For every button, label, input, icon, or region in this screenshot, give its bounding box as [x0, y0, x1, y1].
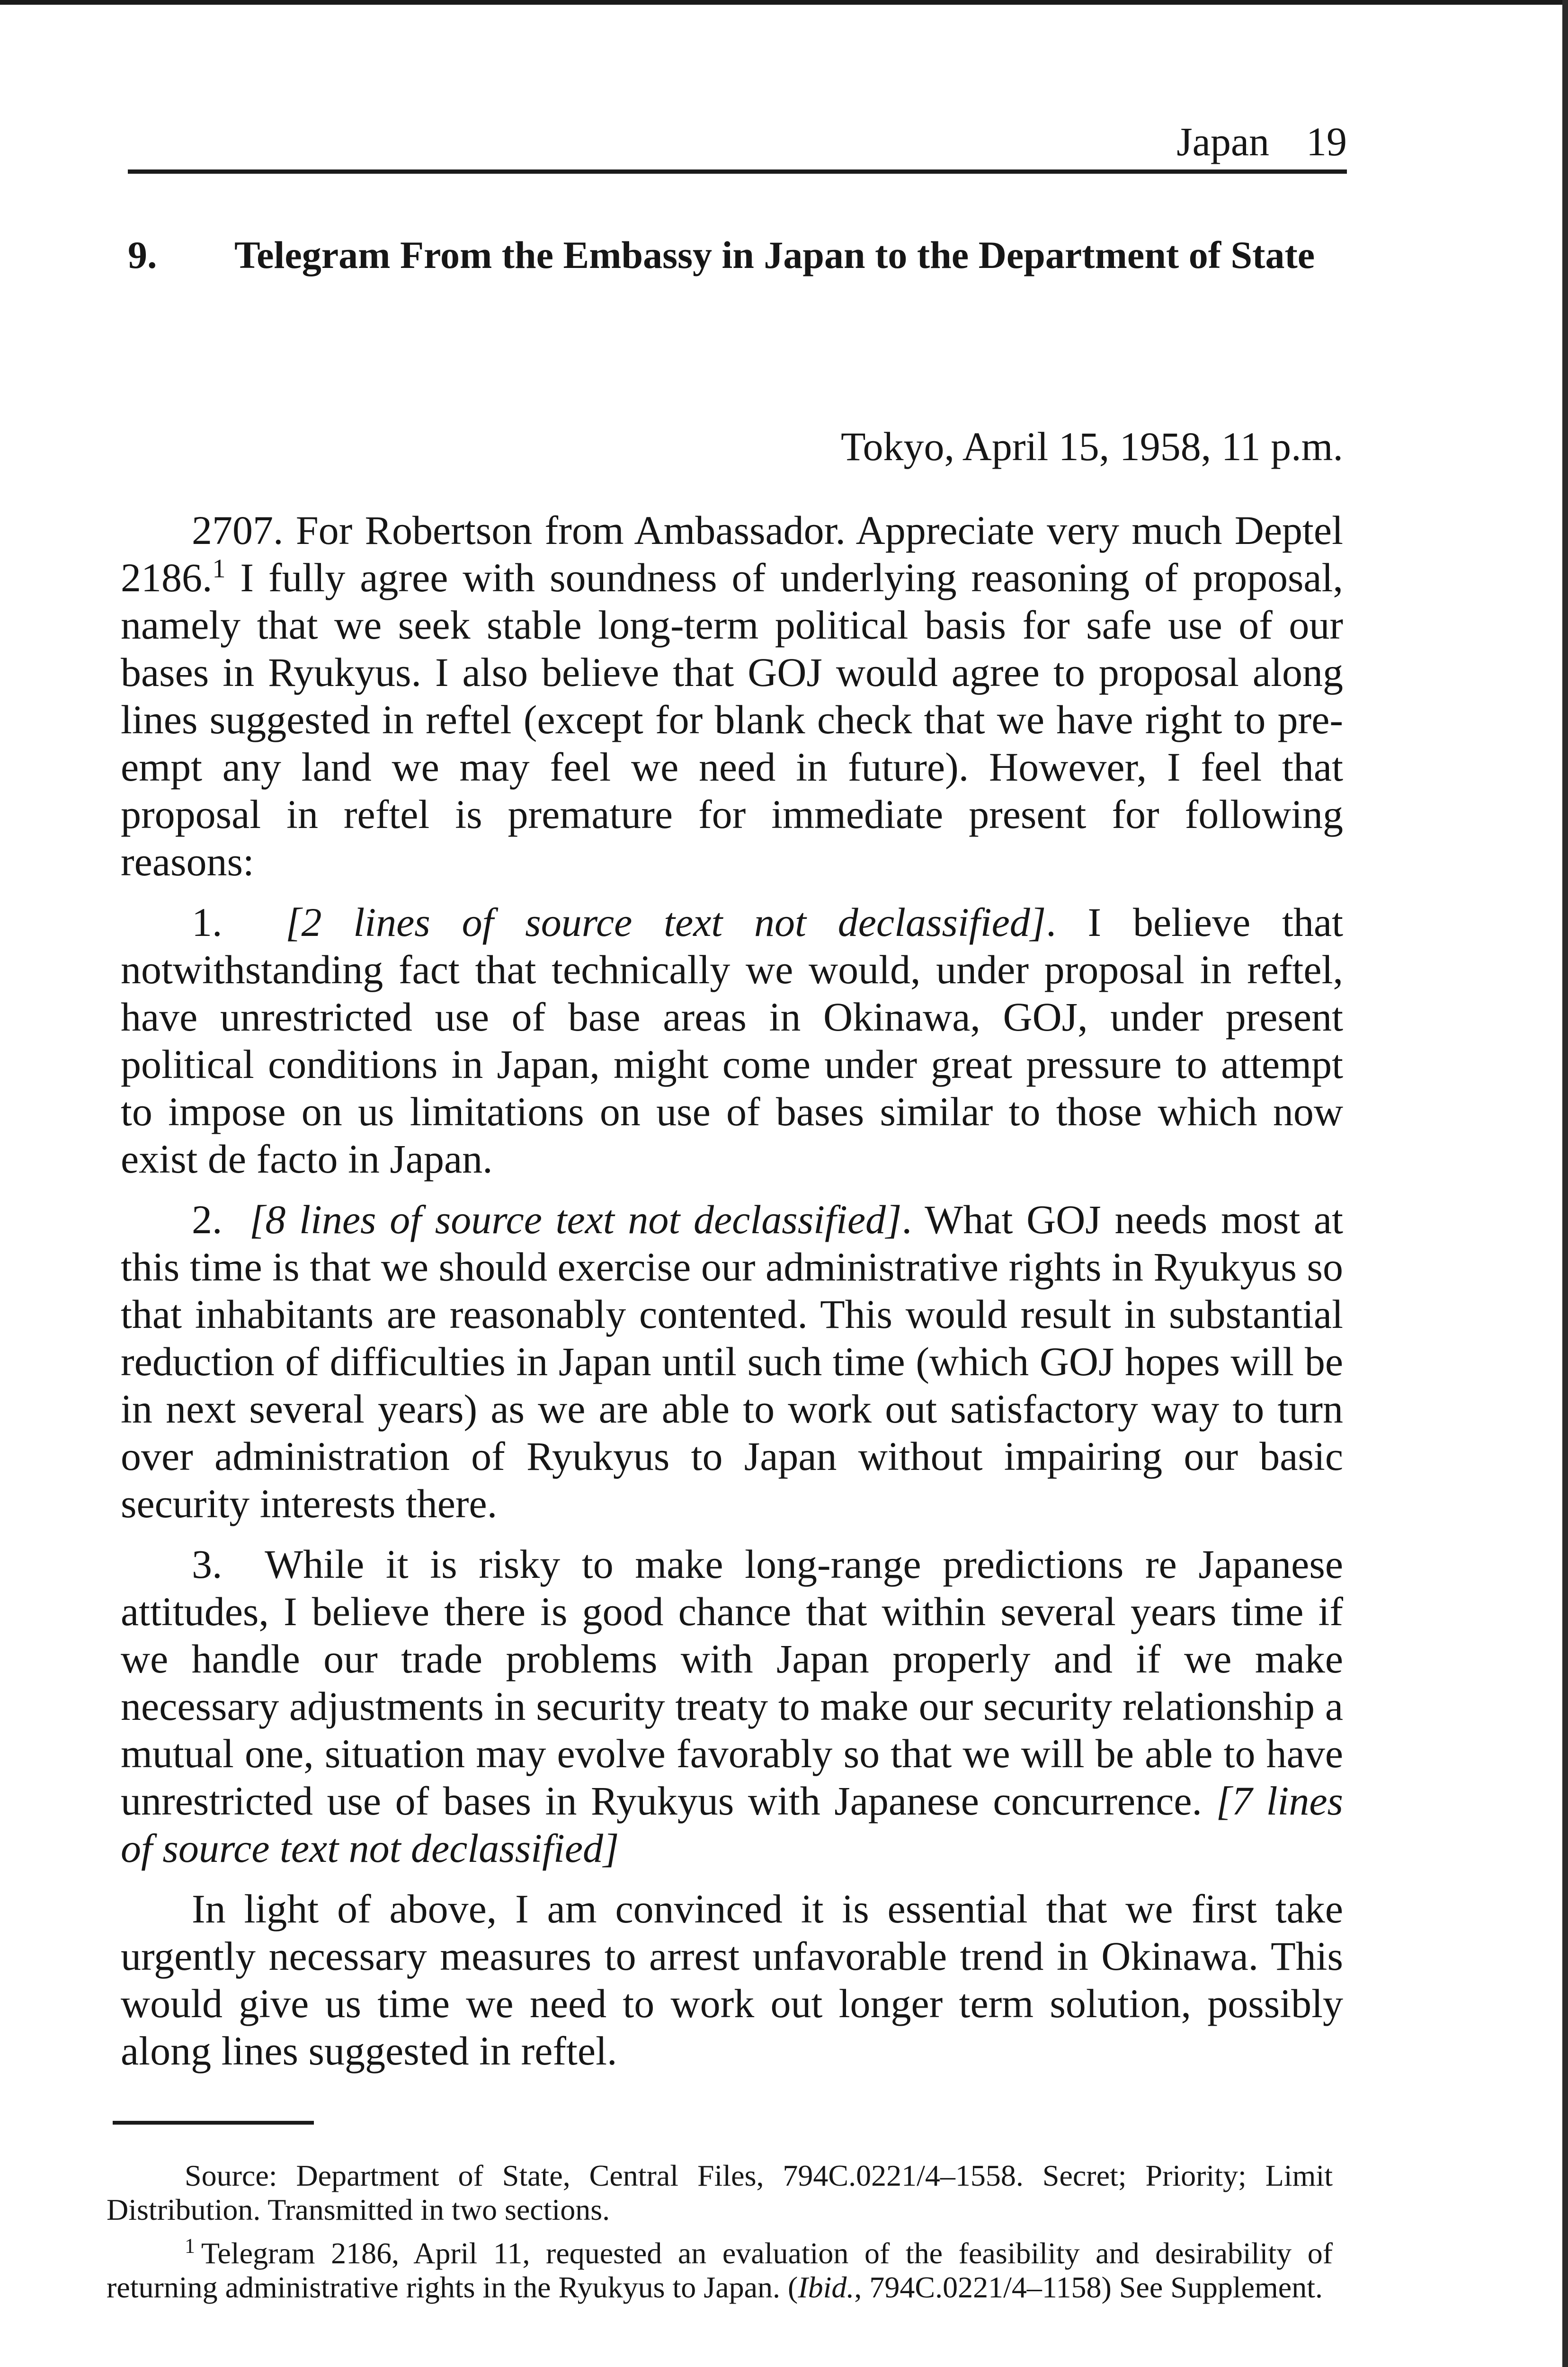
- document-heading: [128, 234, 1349, 276]
- scan-top-edge: [0, 0, 1568, 5]
- telegram-body: [121, 507, 1343, 2088]
- source-note: Source: Department of State, Central Files, 794C.0221/4–1558. Secret; Priority; Limit Distribution. Transmitted in two sections.: [107, 2159, 1333, 2226]
- footnotes: [107, 2159, 1333, 2314]
- paragraph-intro-text-cont: I fully agree with soundness of underlying reasoning of proposal, namely that we seek stable long-term political basis for safe use of our bases in Ryukyus. I also believe that GOJ would agree to proposal along lines suggested in reftel (except for blank check that we have right to pre-empt any land we may feel we need in future). However, I feel that proposal in reftel is premature for immediate present for following reasons:: [121, 555, 1343, 884]
- reason-2-text: . What GOJ needs most at this time is that we should exercise our administrative rights in Ryukyus so that inhabitants are reasonably contented. This would result in substantial reduction of difficulties in Japan until such time (which GOJ hopes will be in next several years) as we are able to work out satisfactory way to turn over administration of Ryukyus to Japan without impairing our basic security interests there.: [121, 1197, 1343, 1526]
- running-head: [128, 116, 1347, 174]
- footnote-rule: [113, 2121, 314, 2125]
- document-title: Telegram From the Embassy in Japan to the Department of State: [234, 233, 1315, 276]
- footnote-1-text-end: , 794C.0221/4–1158) See Supplement.: [854, 2270, 1323, 2304]
- redaction-note-3: [7 lines of source text not declassified]: [121, 1778, 1344, 1871]
- reason-1-number: 1.: [192, 899, 223, 945]
- reason-3-text: While it is risky to make long-range predictions re Japanese attitudes, I believe there is good chance that within several years time if we handle our trade problems with Japan properly and if we make necessary adjustments in security treaty to make our security relationship a mutual one, situation may evolve favorably so that we will be able to have unrestricted use of bases in Ryukyus with Japanese concurrence.: [121, 1541, 1343, 1824]
- reason-3-number: 3.: [192, 1541, 223, 1587]
- paragraph-intro-text: 2707. For Robertson from Ambassador. Appreciate very much Deptel 2186.: [121, 507, 1343, 600]
- footnote-1: [107, 2236, 1333, 2305]
- paragraph-reason-1: [121, 899, 1343, 1183]
- document-number: 9.: [128, 233, 157, 276]
- footnote-1-marker: 1: [185, 2234, 195, 2258]
- footnote-1-text: Telegram 2186, April 11, requested an evaluation of the feasibility and desirability of returning administrative rights in the Ryukyus to Japan. (: [107, 2236, 1333, 2304]
- page-number: 19: [1306, 119, 1347, 164]
- scan-right-edge: [1562, 0, 1568, 2367]
- paragraph-reason-3: [121, 1540, 1343, 1872]
- paragraph-conclusion: In light of above, I am convinced it is essential that we first take urgently necessary measures to arrest unfavorable trend in Okinawa. This would give us time we need to work out longer term solution, possibly along lines suggested in reftel.: [121, 1886, 1343, 2073]
- footnote-1-ibid: Ibid.: [798, 2270, 855, 2304]
- redaction-note-1: [2 lines of source text not declassified]: [285, 899, 1046, 945]
- dateline: Tokyo, April 15, 1958, 11 p.m.: [840, 424, 1343, 469]
- redaction-note-2: [8 lines of source text not declassified]: [249, 1197, 902, 1242]
- paragraph-intro: [121, 507, 1343, 885]
- footnote-ref-1: 1: [212, 554, 226, 584]
- reason-2-number: 2.: [192, 1197, 223, 1242]
- running-head-section: Japan: [1176, 119, 1269, 164]
- reason-1-text: . I believe that notwithstanding fact that technically we would, under proposal in reftel, have unrestricted use of base areas in Okinawa, GOJ, under present political conditions in Japan, might come under great pressure to attempt to impose on us limitations on use of bases similar to those which now exist de facto in Japan.: [121, 899, 1344, 1182]
- paragraph-reason-2: [121, 1196, 1343, 1527]
